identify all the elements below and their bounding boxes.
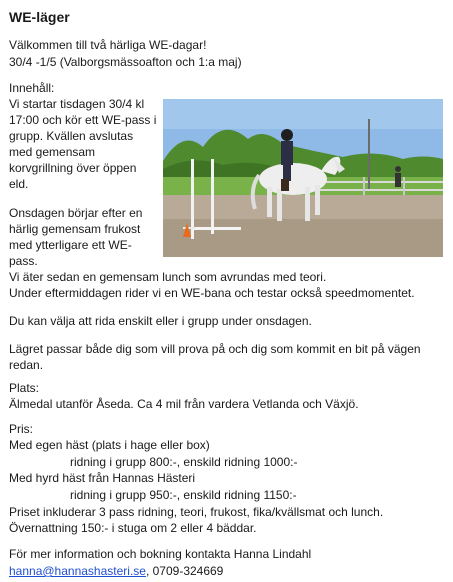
email-link[interactable]: hanna@hannashasteri.se xyxy=(9,564,146,578)
location-heading: Plats: xyxy=(9,381,40,395)
content-para2-line: Vi äter sedan en gemensam lunch som avrundas med teori. xyxy=(9,270,327,284)
content-para1-line: 17:00 och kör ett WE-pass i xyxy=(9,113,157,127)
content-para2-line: Onsdagen börjar efter en xyxy=(9,206,143,220)
contact-phone: , 0709-324669 xyxy=(145,564,224,578)
intro-line-2: 30/4 -1/5 (Valborgsmässoafton och 1:a maj) xyxy=(9,55,242,69)
content-para1-line: eld. xyxy=(9,177,29,191)
content-heading: Innehåll: xyxy=(9,81,55,95)
contact-line: För mer information och bokning kontakta Hanna Lindahl xyxy=(9,547,312,561)
content-para1-line: med gemensam xyxy=(9,145,96,159)
suitable-line: Lägret passar både dig som vill prova på och dig som kommit en bit på vägen xyxy=(9,342,421,356)
content-para2-line: Under eftermiddagen rider vi en WE-bana och testar också speedmomentet. xyxy=(9,286,415,300)
content-para2-line: härlig gemensam frukost xyxy=(9,222,141,236)
content-para1-line: grupp. Kvällen avslutas xyxy=(9,129,134,143)
price-heading: Pris: xyxy=(9,422,33,436)
price-rented-horse: Med hyrd häst från Hannas Hästeri xyxy=(9,471,196,485)
price-own-horse-amount: ridning i grupp 800:-, enskild ridning 1000:- xyxy=(70,455,298,469)
price-own-horse: Med egen häst (plats i hage eller box) xyxy=(9,438,210,452)
choice-text: Du kan välja att rida enskilt eller i grupp under onsdagen. xyxy=(9,314,312,328)
content-para1-line: Vi startar tisdagen 30/4 kl xyxy=(9,97,145,111)
suitable-line: redan. xyxy=(9,358,44,372)
content-para2-line: pass. xyxy=(9,254,38,268)
price-overnight: Övernattning 150:- i stuga om 2 eller 4 bäddar. xyxy=(9,521,257,535)
content-para2-line: med ytterligare ett WE- xyxy=(9,238,132,252)
contact-details xyxy=(9,563,223,579)
intro-line-1: Välkommen till två härliga WE-dagar! xyxy=(9,38,207,52)
page-title: WE-läger xyxy=(9,9,70,25)
content-para1-line: korvgrillning över öppen xyxy=(9,161,137,175)
horse-riding-photo xyxy=(163,99,443,257)
price-includes: Priset inkluderar 3 pass ridning, teori, frukost, fika/kvällsmat och lunch. xyxy=(9,505,384,519)
location-text: Älmedal utanför Åseda. Ca 4 mil från vardera Vetlanda och Växjö. xyxy=(9,397,359,411)
price-rented-horse-amount: ridning i grupp 950:-, enskild ridning 1150:- xyxy=(70,488,297,502)
